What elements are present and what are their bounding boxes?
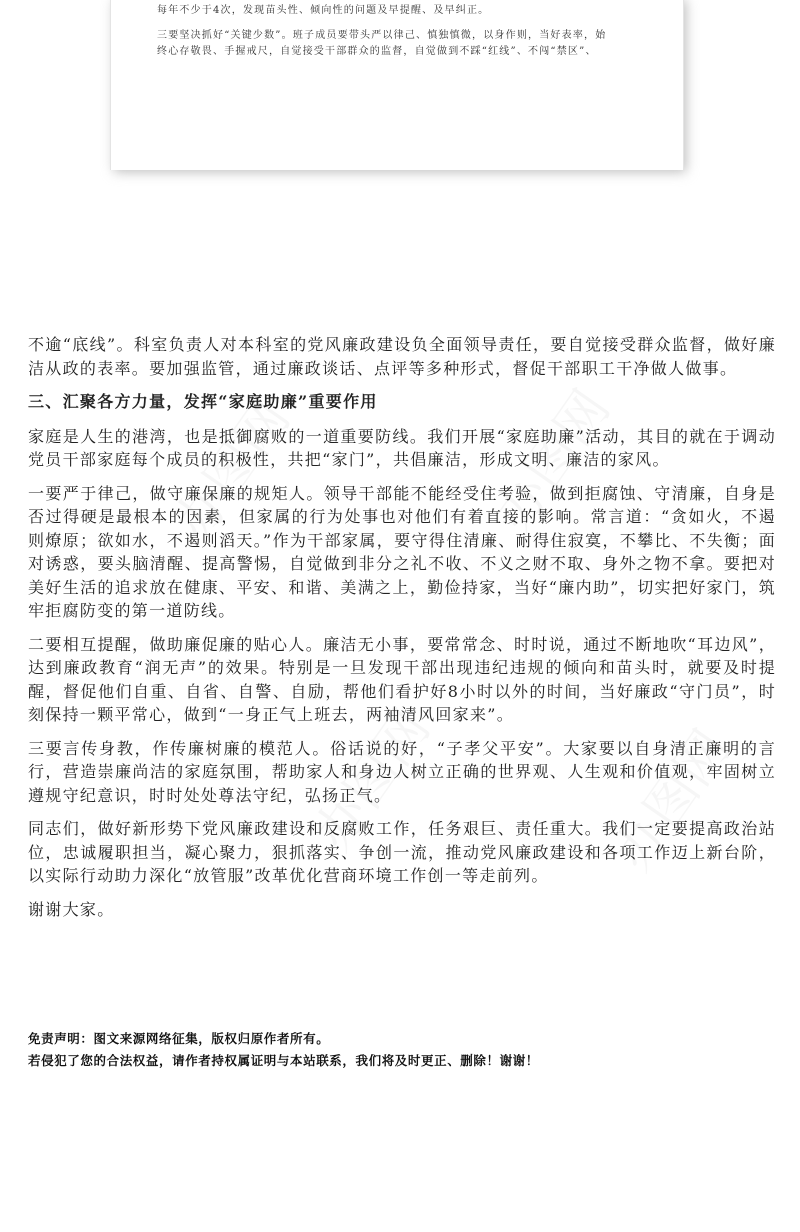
paragraph: 家庭是人生的港湾，也是抵御腐败的一道重要防线。我们开展“家庭助廉”活动，其目的就在于调动党员干部家庭每个成员的积极性，共把“家门”，共倡廉洁，形成文明、廉洁的家风。	[28, 426, 776, 469]
paragraph: 三要言传身教，作传廉树廉的模范人。俗话说的好，“子孝父平安”。大家要以自身清正廉明的言行，营造崇廉尚洁的家庭氛围，帮助家人和身边人树立正确的世界观、人生观和价值观，牢固树立遵规守纪意识，时时处处尊法守纪，弘扬正气。	[28, 738, 776, 805]
document-preview-card	[110, 0, 684, 170]
paragraph: 一要严于律己，做守廉保廉的规矩人。领导干部能不能经受住考验，做到拒腐蚀、守清廉，自身是否过得硬是最根本的因素，但家属的行为处事也对他们有着直接的影响。常言道：“贪如火，不遏则燎原；欲如水，不遏则滔天。”作为干部家属，要守得住清廉、耐得住寂寞，不攀比、不失衡；面对诱惑，要头脑清醒、提高警惕，自觉做到非分之礼不收、不义之财不取、身外之物不拿。要把对美好生活的追求放在健康、平安、和谐、美满之上，勤俭持家，当好“廉内助”，切实把好家门，筑牢拒腐防变的第一道防线。	[28, 483, 776, 620]
closing-line: 谢谢大家。	[28, 899, 115, 919]
paragraph: 二要相互提醒，做助廉促廉的贴心人。廉洁无小事，要常常念、时时说，通过不断地吹“耳边风”，达到廉政教育“润无声”的效果。特别是一旦发现干部出现违纪违规的倾向和苗头时，就要及时提醒，督促他们自重、自省、自警、自励，帮他们看护好8小时以外的时间，当好廉政“守门员”，时刻保持一颗平常心，做到“一身正气上班去，两袖清风回家来”。	[28, 634, 776, 724]
disclaimer-line: 若侵犯了您的合法权益，请作者持权属证明与本站联系，我们将及时更正、删除！谢谢！	[28, 1053, 539, 1068]
article-body	[28, 333, 776, 931]
preview-line: 每年不少于4次，发现苗头性、倾向性的问题及早提醒、及早纠正。	[157, 5, 490, 16]
paragraph: 同志们，做好新形势下党风廉政建设和反腐败工作，任务艰巨、责任重大。我们一定要提高政治站位，忠诚履职担当，凝心聚力，狠抓落实、争创一流，推动党风廉政建设和各项工作迈上新台阶，以实际行动助力深化“放管服”改革优化营商环境工作创一等走前列。	[28, 819, 776, 885]
preview-line: 三要坚决抓好“关键少数”。班子成员要带头严以律己、慎独慎微，以身作则，当好表率，始	[157, 30, 607, 41]
section-heading: 三、汇聚各方力量，发挥“家庭助廉”重要作用	[28, 392, 378, 411]
paragraph: 不逾“底线”。科室负责人对本科室的党风廉政建设负全面领导责任，要自觉接受群众监督，做好廉洁从政的表率。要加强监管，通过廉政谈话、点评等多种形式，督促干部职工干净做人做事。	[28, 335, 776, 378]
disclaimer	[28, 1028, 776, 1072]
preview-line: 终心存敬畏、手握戒尺，自觉接受干部群众的监督，自觉做到不踩“红线”、不闯“禁区”、	[157, 46, 597, 57]
disclaimer-line: 免责声明：图文来源网络征集，版权归原作者所有。	[28, 1031, 330, 1046]
